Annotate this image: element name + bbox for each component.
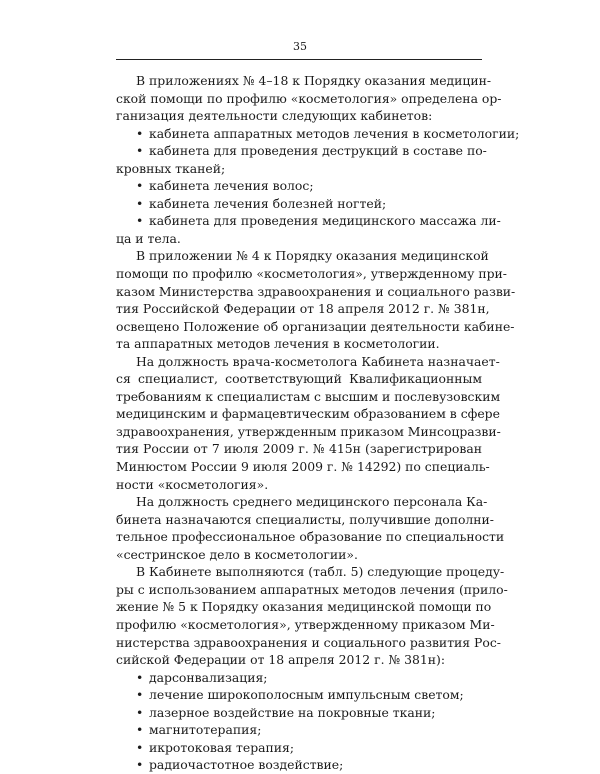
body-text [116,72,520,774]
bullet-item [116,686,482,704]
bullet-icon: • [136,757,144,773]
line-text: бинета назначаются специалисты, получившие дополни- [116,511,494,527]
text-line [116,511,494,529]
text-line [116,616,495,634]
line-text: кабинета для проведения медицинского массажа ли- [149,213,501,229]
line-text: На должность среднего медицинского персонала Ка- [136,494,488,510]
line-text: лечение широкополосным импульсным светом; [149,687,464,703]
line-text: ности «косметология». [116,476,269,492]
line-text: тия России от 7 июля 2009 г. № 415н (зарегистрирован [116,441,482,457]
line-text: ской помощи по профилю «косметология» определена ор- [116,90,502,106]
line-text: икротоковая терапия; [149,739,295,755]
bullet-icon: • [136,143,144,159]
line-text: Минюстом России 9 июля 2009 г. № 14292) по специаль- [116,459,490,475]
line-text: ры с использованием аппаратных методов лечения (прило- [116,581,508,597]
text-line [116,476,482,494]
text-line [116,634,501,652]
line-text: кабинета для проведения деструкций в составе по- [149,143,487,159]
bullet-item [116,721,482,739]
text-line [116,651,482,669]
bullet-icon: • [136,178,144,194]
line-text: В приложениях № 4–18 к Порядку оказания медицин- [136,73,492,88]
bullet-item [116,177,482,195]
bullet-icon: • [136,722,144,738]
text-line [116,300,490,318]
line-text: кабинета аппаратных методов лечения в косметологии; [149,125,520,141]
text-line [116,546,482,564]
line-text: освещено Положение об организации деятельности кабине- [116,318,515,334]
text-line [116,370,482,388]
bullet-icon: • [136,739,144,755]
bullet-item [116,125,520,143]
line-text: ся специалист, соответствующий Квалификационным [116,371,482,387]
line-text: та аппаратных методов лечения в косметологии. [116,336,440,352]
bullet-item [116,669,482,687]
text-line [116,423,501,441]
line-text: сийской Федерации от 18 апреля 2012 г. № 381н): [116,652,446,668]
page-number: 35 [293,40,307,53]
line-text: кровных тканей; [116,160,226,176]
bullet-icon: • [136,195,144,211]
line-text: ганизация деятельности следующих кабинетов: [116,108,433,124]
text-line [116,388,501,406]
header-rule [116,59,482,60]
line-text: магнитотерапия; [149,722,262,738]
bullet-icon: • [136,704,144,720]
text-line [116,440,482,458]
line-text: дарсонвализация; [149,669,268,685]
text-line [116,318,515,336]
line-text: профилю «косметология», утвержденному приказом Ми- [116,616,495,632]
text-line [116,90,502,108]
bullet-icon: • [136,687,144,703]
line-text: «сестринское дело в косметологии». [116,546,358,562]
bullet-item [116,195,482,213]
text-line [116,353,500,371]
text-line [116,265,507,283]
text-line [116,283,516,301]
bullet-item [116,756,482,774]
line-text: здравоохранения, утвержденным приказом Минсоцразви- [116,423,501,439]
text-line [116,598,492,616]
bullet-item [116,142,487,160]
line-text: помощи по профилю «косметология», утвержденному при- [116,266,507,282]
line-text: лазерное воздействие на покровные ткани; [149,704,436,720]
line-text: На должность врача-косметолога Кабинета назначает- [136,353,500,369]
text-line [116,247,489,265]
text-line [116,335,482,353]
line-text: нистерства здравоохранения и социального развития Рос- [116,634,501,650]
line-text: радиочастотное воздействие; [149,757,344,773]
line-text: тельное профессиональное образование по специальности [116,529,505,545]
text-line [116,581,508,599]
line-text: ца и тела. [116,230,181,246]
line-text: жение № 5 к Порядку оказания медицинской помощи по [116,599,492,615]
text-line [116,230,482,248]
bullet-icon: • [136,125,144,141]
text-line [116,160,482,178]
bullet-item [116,739,482,757]
line-text: кабинета лечения болезней ногтей; [149,195,387,211]
line-text: тия Российской Федерации от 18 апреля 2012 г. № 381н, [116,301,490,317]
line-text: требованиям к специалистам с высшим и послевузовским [116,388,501,404]
line-text: В приложении № 4 к Порядку оказания медицинской [136,248,489,264]
bullet-item [116,704,482,722]
line-text: кабинета лечения волос; [149,178,314,194]
text-line [116,72,492,90]
line-text: медицинским и фармацевтическим образованием в сфере [116,406,500,422]
line-text: казом Министерства здравоохранения и социального разви- [116,283,516,299]
text-line [116,528,505,546]
bullet-icon: • [136,669,144,685]
bullet-icon: • [136,213,144,229]
text-line [116,458,490,476]
bullet-item [116,212,501,230]
line-text: В Кабинете выполняются (табл. 5) следующие процеду- [136,564,505,580]
text-line [116,493,488,511]
text-line [116,563,505,581]
text-line [116,405,500,423]
text-line [116,107,482,125]
